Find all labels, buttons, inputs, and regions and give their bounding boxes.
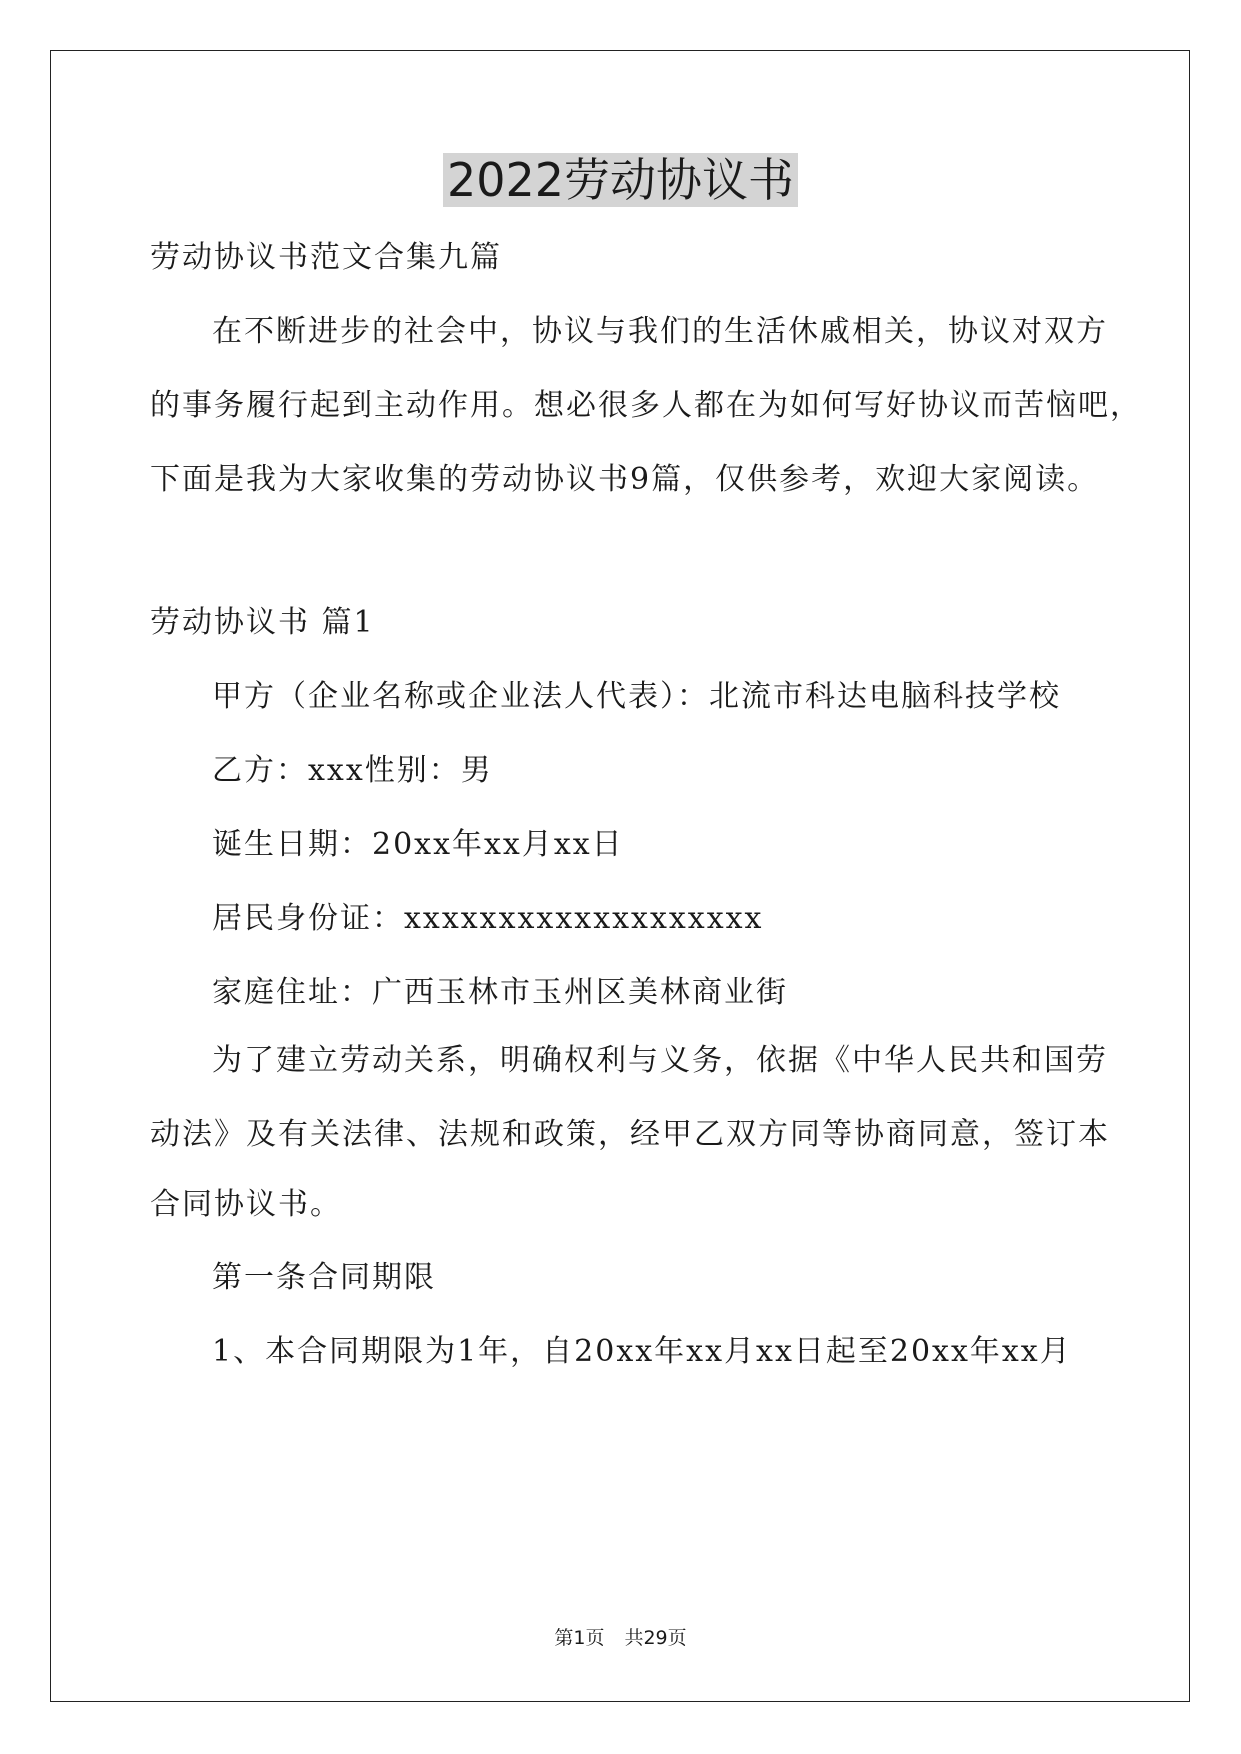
paragraph-line: 合同协议书。: [150, 1187, 342, 1222]
paragraph-line: 动法》及有关法律、法规和政策，经甲乙双方同等协商同意，签订本: [150, 1117, 1110, 1152]
page-number: 第1页: [554, 1627, 605, 1649]
paragraph-line: 乙方：xxx性别：男: [212, 753, 493, 788]
document-title: 2022劳动协议书: [0, 150, 1241, 210]
paragraph-line: 家庭住址：广西玉林市玉州区美林商业街: [212, 975, 788, 1010]
paragraph-line: 1、本合同期限为1年，自20xx年xx月xx日起至20xx年xx月: [212, 1334, 1072, 1369]
page-border: [50, 50, 1190, 1702]
page-total: 共29页: [624, 1627, 687, 1649]
paragraph-line: 在不断进步的社会中，协议与我们的生活休戚相关，协议对双方: [212, 314, 1108, 349]
paragraph-line: 的事务履行起到主动作用。想必很多人都在为如何写好协议而苦恼吧，: [150, 388, 1142, 423]
paragraph-line: 甲方（企业名称或企业法人代表）：北流市科达电脑科技学校: [212, 679, 1061, 714]
paragraph-line: 诞生日期：20xx年xx月xx日: [212, 827, 624, 862]
paragraph-line: 下面是我为大家收集的劳动协议书9篇，仅供参考，欢迎大家阅读。: [150, 462, 1100, 497]
paragraph-line: 第一条合同期限: [212, 1260, 436, 1295]
paragraph-line: 为了建立劳动关系，明确权利与义务，依据《中华人民共和国劳: [212, 1043, 1108, 1078]
paragraph-line: 居民身份证：xxxxxxxxxxxxxxxxxxx: [212, 901, 764, 936]
page-footer: [0, 1625, 1241, 1651]
subtitle: 劳动协议书范文合集九篇: [150, 240, 502, 275]
section-heading: 劳动协议书 篇1: [150, 605, 375, 640]
